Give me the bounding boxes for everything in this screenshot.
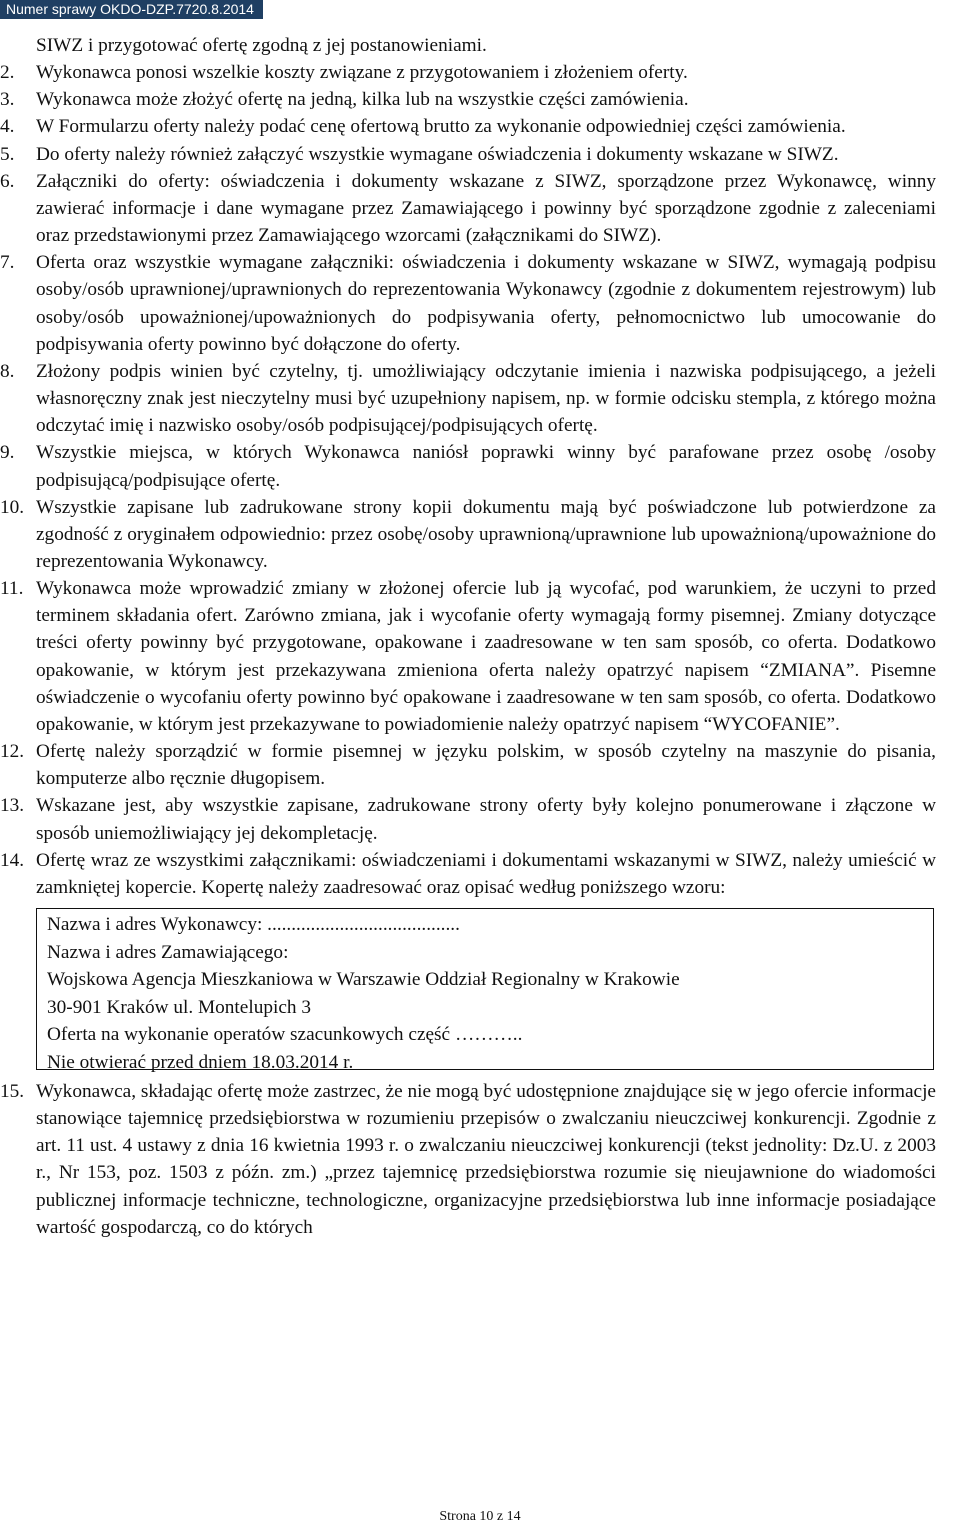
item-text: Wykonawca może złożyć ofertę na jedną, kilka lub na wszystkie części zamówienia. xyxy=(36,89,689,111)
item-number: 8. xyxy=(0,360,15,382)
address-line-agency: Wojskowa Agencja Mieszkaniowa w Warszawie Oddział Regionalny w Krakowie xyxy=(47,969,680,990)
item-number: 4. xyxy=(0,116,15,138)
item-number: 7. xyxy=(0,252,15,274)
list-item-7 xyxy=(0,249,936,358)
item-number: 10. xyxy=(0,496,25,518)
item-text: Wykonawca, składając ofertę może zastrzec, że nie mogą być udostępnione znajdujące się w jego ofercie informacje stanowiące tajemnicę przedsiębiorstwa w rozumieniu przepisów o zwalczaniu nieuczciwej konkurencji. Zgodnie z art. 11 ust. 4 ustawy z dnia 16 kwietnia 1993 r. o zwalczaniu nieuczciwej konkurencji (tekst jednolity: Dz.U. z 2003 r., Nr 153, poz. 1503 z późn. zm.) „przez tajemnicę przedsiębiorstwa rozumie się nieujawnione do wiadomości publicznej informacje techniczne, technologiczne, organizacyjne przedsiębiorstwa lub inne informacje posiadające wartość gospodarczą, co do których xyxy=(36,1081,936,1238)
address-line-do-not-open: Nie otwierać przed dniem 18.03.2014 r. xyxy=(47,1051,354,1073)
item-text: Do oferty należy również załączyć wszystkie wymagane oświadczenia i dokumenty wskazane w SIWZ. xyxy=(36,143,839,165)
page-number-footer: Strona 10 z 14 xyxy=(439,1509,521,1524)
item-number: 5. xyxy=(0,143,15,165)
item-number: 12. xyxy=(0,741,25,763)
list-item-4 xyxy=(0,113,936,140)
list-item-2 xyxy=(0,59,936,86)
item-text: Wskazane jest, aby wszystkie zapisane, zadrukowane strony oferty były kolejno ponumerowane i złączone w sposób uniemożliwiający jej dekompletację. xyxy=(36,795,936,844)
address-line-street: 30-901 Kraków ul. Montelupich 3 xyxy=(47,996,312,1018)
list-item-11 xyxy=(0,575,936,738)
document-body xyxy=(0,32,936,1241)
list-item-13 xyxy=(0,792,936,846)
list-item-6 xyxy=(0,168,936,249)
item-number: 3. xyxy=(0,89,15,111)
item-text: Wszystkie miejsca, w których Wykonawca naniósł poprawki winny być parafowane przez osobę /osoby podpisującą/podpisujące ofertę. xyxy=(36,442,936,491)
list-item-3 xyxy=(0,86,936,113)
address-line-contractor: Nazwa i adres Wykonawcy: ........................................ xyxy=(47,914,460,935)
list-item-10 xyxy=(0,494,936,575)
item-number: 2. xyxy=(0,62,15,84)
list-item-5 xyxy=(0,141,936,168)
list-item-15 xyxy=(0,1078,936,1241)
list-item-12 xyxy=(0,738,936,792)
case-number-header: Numer sprawy OKDO-DZP.7720.8.2014 xyxy=(0,0,263,19)
list-item-9 xyxy=(0,439,936,493)
envelope-address-box xyxy=(36,908,934,1073)
list-item-14 xyxy=(0,847,936,901)
item-number: 15. xyxy=(0,1081,25,1102)
item-number: 6. xyxy=(0,170,15,192)
item-text: Ofertę należy sporządzić w formie pisemnej w języku polskim, w sposób czytelny na maszynie do pisania, komputerze albo ręcznie długopisem. xyxy=(36,741,936,790)
intro-line: SIWZ i przygotować ofertę zgodną z jej postanowieniami. xyxy=(36,35,487,56)
address-line-ordering-label: Nazwa i adres Zamawiającego: xyxy=(47,941,289,963)
item-number: 13. xyxy=(0,795,25,817)
address-line-offer: Oferta na wykonanie operatów szacunkowych część ……….. xyxy=(47,1024,523,1045)
list-item-8 xyxy=(0,358,936,439)
item-text: Oferta oraz wszystkie wymagane załączniki: oświadczenia i dokumenty wskazane w SIWZ, wymagają podpisu osoby/osób uprawnionej/uprawnionych do reprezentowania Wykonawcy (zgodnie z dokumentem rejestrowym) lub osoby/osób upoważnionej/upoważnionych do podpisywania oferty, pełnomocnictwo lub umocowanie do podpisywania oferty powinno być dołączone do oferty. xyxy=(36,252,936,355)
item-text: Załączniki do oferty: oświadczenia i dokumenty wskazane z SIWZ, sporządzone przez Wykonawcę, winny zawierać informacje i dane wymagane przez Zamawiającego i powinny być sporządzone zgodnie z zaleceniami oraz przedstawionymi przez Zamawiającego wzorcami (załącznikami do SIWZ). xyxy=(36,170,936,247)
item-number: 11. xyxy=(0,578,24,600)
item-text: W Formularzu oferty należy podać cenę ofertową brutto za wykonanie odpowiedniej części zamówienia. xyxy=(36,116,846,138)
item-number: 14. xyxy=(0,849,25,871)
item-text: Złożony podpis winien być czytelny, tj. umożliwiający odczytanie imienia i nazwiska podpisującego, a jeżeli własnoręczny znak jest nieczytelny musi być uzupełniony napisem, np. w formie odcisku stempla, z którego można odczytać imię i nazwisko osoby/osób podpisującej/podpisujących ofertę. xyxy=(36,360,936,437)
item-text: Wykonawca może wprowadzić zmiany w złożonej ofercie lub ją wycofać, pod warunkiem, że uczyni to przed terminem składania ofert. Zarówno zmiana, jak i wycofanie oferty wymagają formy pisemnej. Zmiany dotyczące treści oferty powinny być przygotowane, opakowane i zaadresowane w ten sam sposób, co oferta. Dodatkowo opakowanie, w którym jest przekazywana zmieniona oferta należy opatrzyć napisem “ZMIANA”. Pisemne oświadczenie o wycofaniu oferty powinno być opakowane i zaadresowane w ten sam sposób, co oferta. Dodatkowo opakowanie, w którym jest przekazywane to powiadomienie należy opatrzyć napisem “WYCOFANIE”. xyxy=(36,578,936,735)
item-number: 9. xyxy=(0,442,15,464)
item-text: Wykonawca ponosi wszelkie koszty związane z przygotowaniem i złożeniem oferty. xyxy=(36,62,688,84)
item-text: Ofertę wraz ze wszystkimi załącznikami: oświadczeniami i dokumentami wskazanymi w SIWZ, należy umieścić w zamkniętej kopercie. Kopertę należy zaadresować oraz opisać według poniższego wzoru: xyxy=(36,849,936,898)
item-text: Wszystkie zapisane lub zadrukowane strony kopii dokumentu mają być poświadczone lub potwierdzone za zgodność z oryginałem odpowiednio: przez osobę/osoby uprawnioną/uprawnione lub upoważnioną/upoważnione do reprezentowania Wykonawcy. xyxy=(36,496,936,572)
